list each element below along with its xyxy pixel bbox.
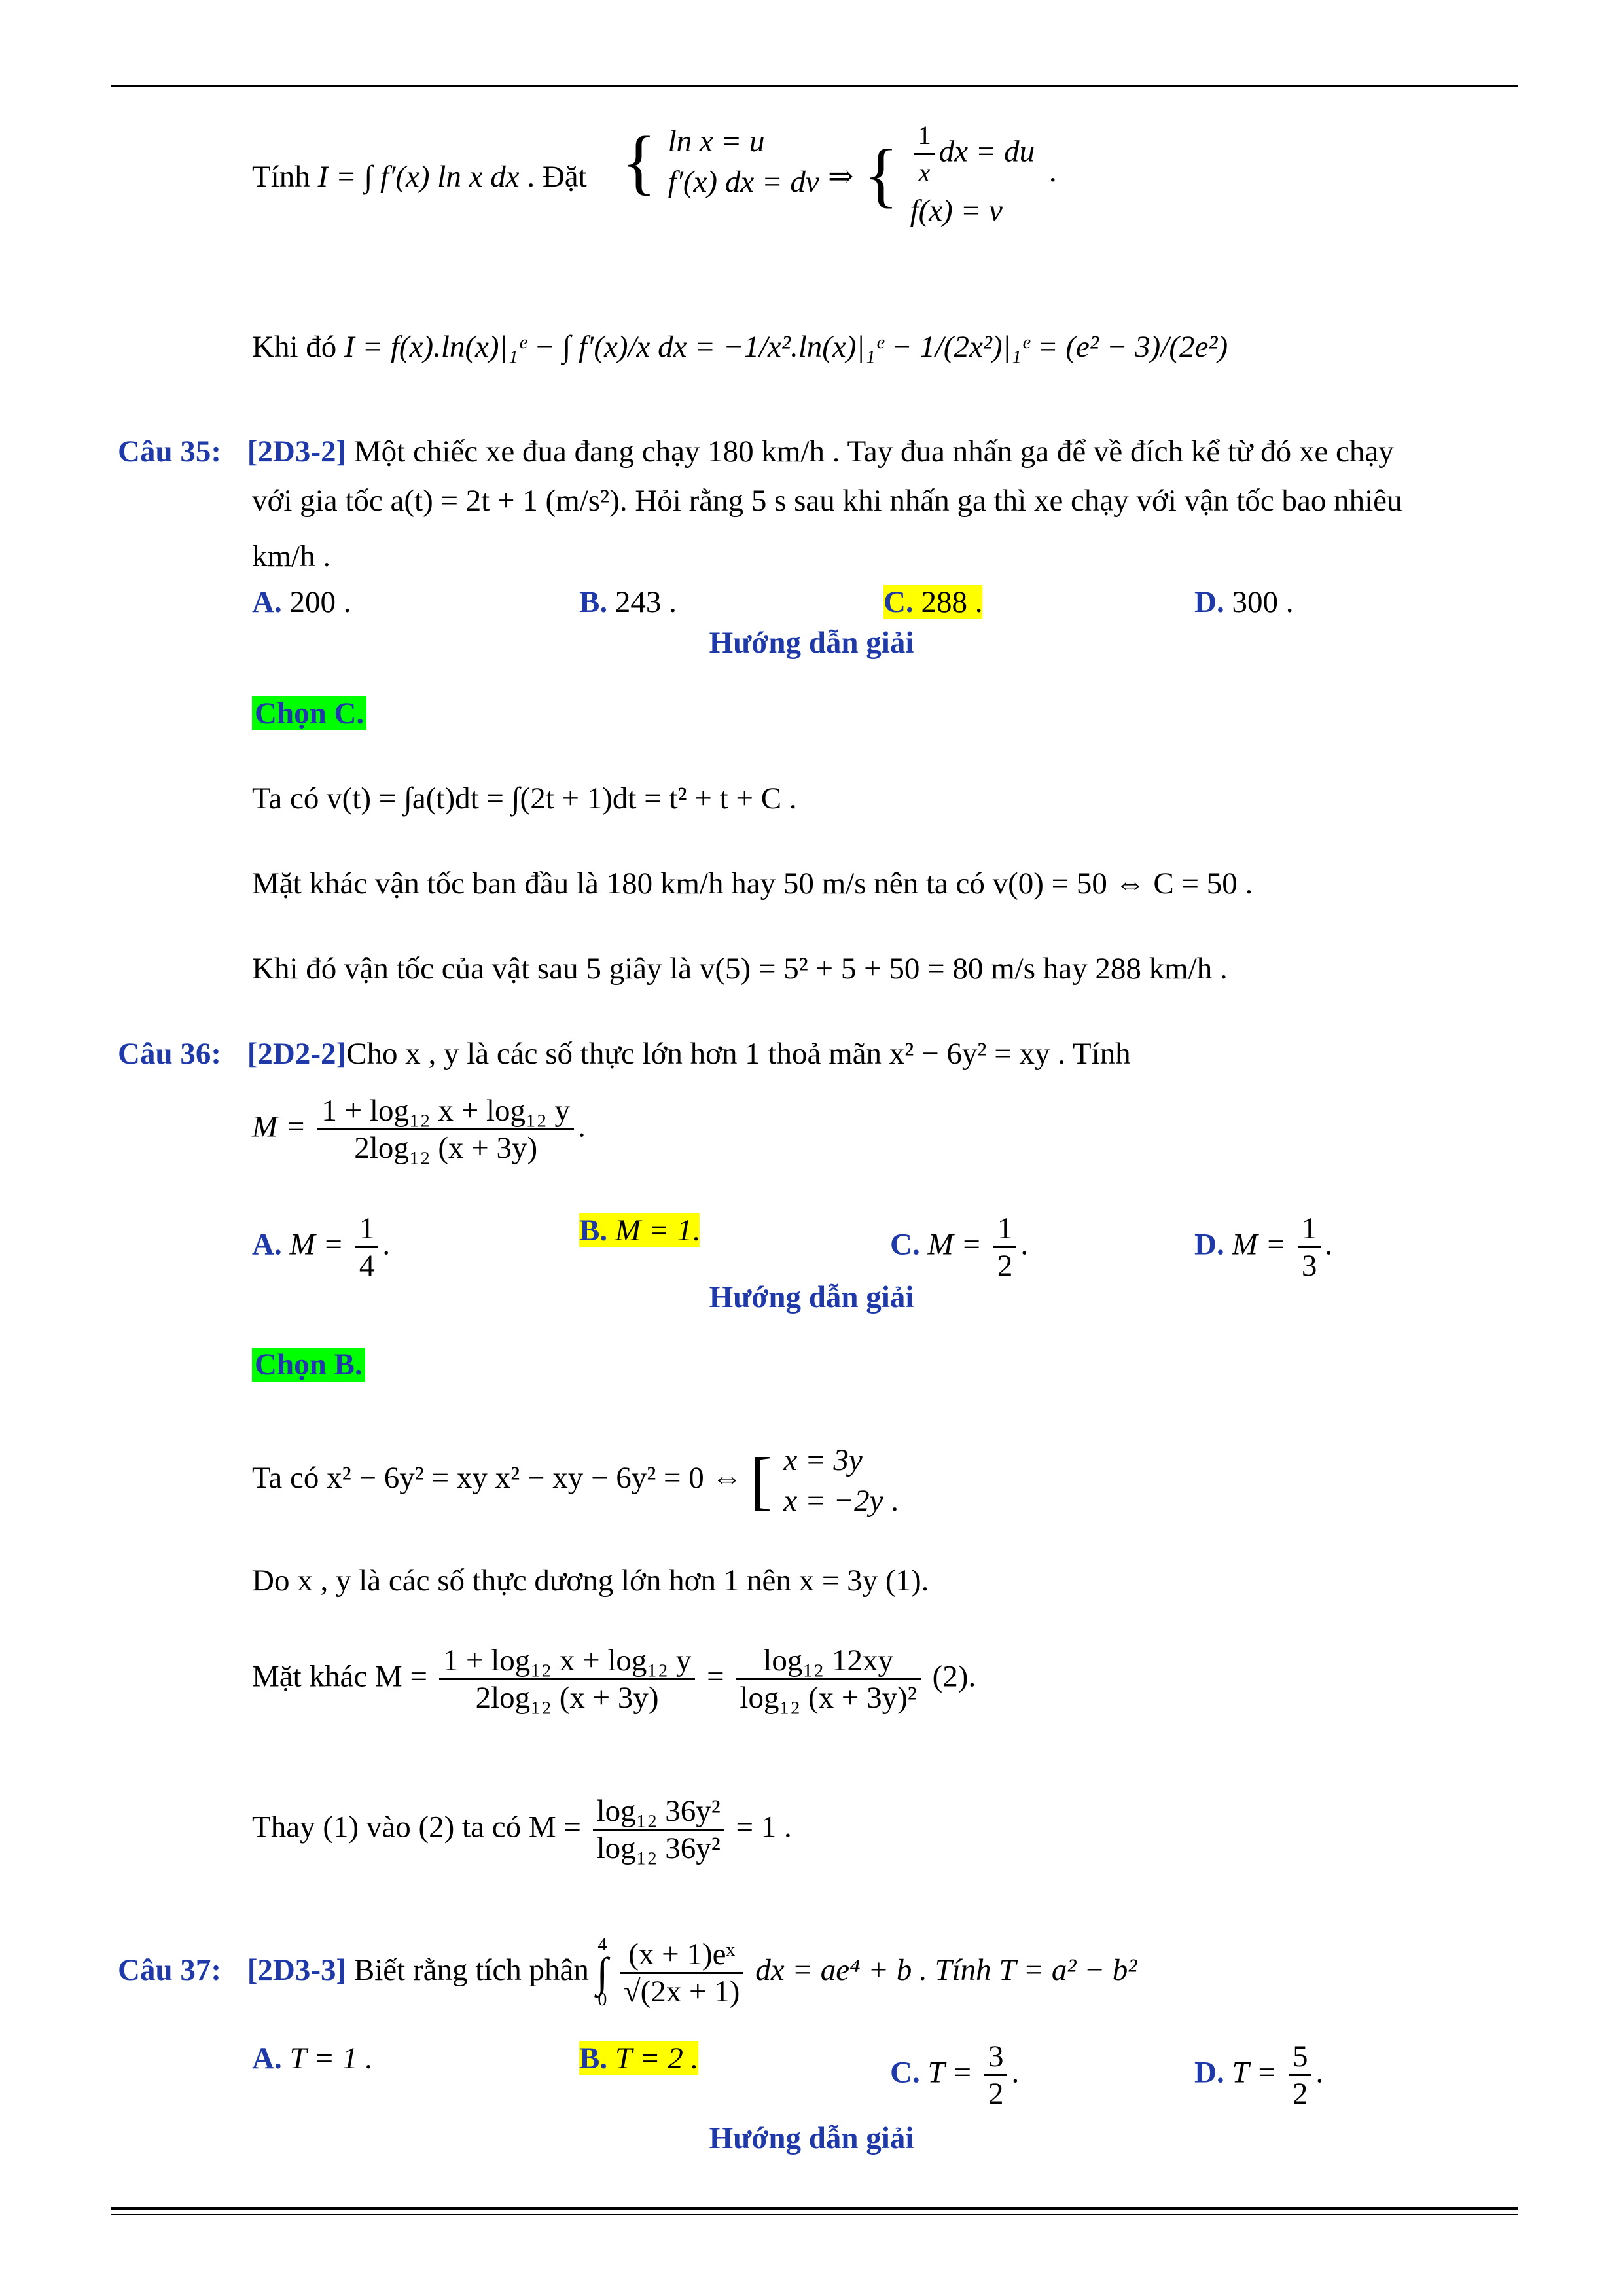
q37-text-suffix: dx = ae⁴ + b . Tính T = a² − b² (755, 1952, 1137, 1987)
q36-option-b[interactable] (579, 1211, 700, 1250)
case-2: x = −2y (783, 1484, 883, 1518)
option-lhs: T = (1232, 2055, 1277, 2090)
integral-bounds (597, 1934, 609, 2011)
option-value: M = 1 (615, 1213, 692, 1247)
m-lhs: M = (252, 1109, 306, 1144)
intro-line-2 (252, 327, 1228, 367)
q36-sol-3: Mặt khác M = $\frac{\text{1 + log₁₂ x + log₁₂ y}}{\text{2log₁₂ (x + 3y)}}$ = $\frac{\text{log₁₂ 12xy}}{\text{log₁₂ (x + 3y)²}}$ (2). (252, 1643, 976, 1715)
q36-cases: x = 3y x = −2y . (783, 1443, 899, 1518)
option-lhs: T = (927, 2055, 973, 2090)
system-2-eq-a: dx = du (938, 134, 1035, 169)
frac-den: 2 (997, 1249, 1013, 1283)
frac-den: log₁₂ (x + 3y)² (740, 1681, 917, 1715)
q35-solution-1: Ta có v(t) = ∫a(t)dt = ∫(2t + 1)dt = t² + t + C . (252, 781, 797, 816)
system-1-eq-b: f′(x) dx = dv (668, 165, 819, 199)
q35-option-c[interactable] (883, 583, 982, 622)
intro2-formula: I = f(x).ln(x)|₁ᵉ − ∫ f′(x)/x dx = −1/x².ln(x)|₁ᵉ − 1/(2x²)|₁ᵉ = (e² − 3)/(2e²) (344, 330, 1228, 364)
q35-text-2: với gia tốc a(t) = 2t + 1 (m/s²). Hỏi rằng 5 s sau khi nhấn ga thì xe chạy với vận tốc bao nhiêu (252, 484, 1402, 518)
frac-num: log₁₂ 36y² (593, 1793, 724, 1831)
q36-answer (252, 1345, 365, 1384)
frac-den: 2 (988, 2077, 1004, 2111)
q36-solution-4-prefix: Thay (1) vào (2) ta có M = (252, 1810, 581, 1844)
frac-den: 2log₁₂ (x + 3y) (475, 1681, 659, 1715)
integral-sign-icon: ∫ (596, 1949, 609, 1996)
intro-mid: . Đặt (527, 160, 587, 194)
q36-solution-3-prefix: Mặt khác M = (252, 1659, 427, 1694)
frac-num: log₁₂ 12xy (736, 1643, 920, 1680)
footer-rule-thin (111, 2214, 1518, 2215)
q35-text-3: km/h . (252, 539, 331, 573)
frac-num: 1 + log₁₂ x + log₁₂ y (439, 1643, 696, 1680)
q35-option-a[interactable] (252, 583, 351, 622)
option-label: C. (890, 2055, 920, 2090)
frac-den: log₁₂ 36y² (596, 1831, 721, 1865)
q36-sol-4 (252, 1793, 792, 1866)
frac-num: 1 (993, 1211, 1017, 1248)
one-over-x (914, 118, 935, 190)
option-label: B. (579, 585, 608, 619)
q35-sol-2 (252, 864, 1253, 903)
intro2-prefix: Khi đó (252, 330, 337, 364)
system-1-eq-a: ln x = u (668, 124, 765, 158)
option-label: B. (579, 2041, 608, 2075)
q36-guide-heading: Hướng dẫn giải (709, 1280, 914, 1314)
option-label: B. (579, 1213, 608, 1247)
q36-sol-1 (252, 1440, 899, 1521)
frac-num: 5 (1289, 2039, 1312, 2076)
implies-arrow-icon: ⇒ (828, 160, 854, 194)
frac-den: 4 (359, 1249, 375, 1283)
header-rule (111, 85, 1518, 87)
q36-option-a[interactable]: A. M = $\frac{1}{4}$ . (252, 1211, 391, 1283)
option-label: D. (1194, 1227, 1224, 1262)
frac-den: x (918, 158, 931, 187)
option-value: T = 1 . (289, 2041, 373, 2075)
frac-num: 1 + log₁₂ x + log₁₂ y (317, 1093, 574, 1130)
q35-guide-heading: Hướng dẫn giải (709, 626, 914, 660)
q35-solution-3: Khi đó vận tốc của vật sau 5 giây là v(5) = 5² + 5 + 50 = 80 m/s hay 288 km/h . (252, 952, 1228, 986)
q37-option-d[interactable]: D. T = $\frac{5}{2}$ . (1194, 2039, 1324, 2111)
period: . (578, 1109, 586, 1144)
frac-num: 1 (355, 1211, 379, 1248)
period: . (1048, 154, 1057, 189)
q35-solution-2: Mặt khác vận tốc ban đầu là 180 km/h hay 50 m/s nên ta có v(0) = 50 ⇔ C = 50 . (252, 867, 1253, 901)
system-1 (668, 121, 819, 202)
m-fraction (317, 1093, 574, 1166)
frac-den: 2 (1292, 2077, 1308, 2111)
q36-text-1: Cho x , y là các số thực lớn hơn 1 thoả mãn x² − 6y² = xy . Tính (346, 1037, 1131, 1071)
q35-sol-1 (252, 779, 797, 818)
option-label: C. (883, 585, 914, 619)
q35-line-1 (118, 432, 1394, 471)
q37-integrand (620, 1937, 744, 2009)
q37-line-1 (118, 1934, 1137, 2011)
correct-answer-highlight (579, 2041, 698, 2075)
q36-solution-4-suffix: = 1 . (736, 1810, 792, 1844)
q36-solution-1: Ta có x² − 6y² = xy x² − xy − 6y² = 0 ⇔ (252, 1460, 743, 1495)
correct-answer-highlight (883, 585, 982, 619)
answer-badge: Chọn B. (252, 1348, 365, 1382)
system-2 (910, 118, 1035, 231)
q36-option-c[interactable]: C. M = $\frac{1}{2}$ . (890, 1211, 1029, 1283)
q36-tag: [2D2-2] (247, 1037, 347, 1071)
left-brace-icon: { (864, 134, 899, 215)
q37-tag: [2D3-3] (247, 1952, 347, 1987)
option-value: 200 . (289, 585, 351, 619)
q37-option-c[interactable]: C. T = $\frac{3}{2}$ . (890, 2039, 1020, 2111)
q35-option-b[interactable] (579, 583, 677, 622)
frac-num: (x + 1)eˣ (620, 1937, 744, 1974)
option-label: D. (1194, 585, 1224, 619)
frac-num: 1 (914, 118, 935, 155)
sol3-fraction-1 (439, 1643, 696, 1715)
system-2-eq-b: f(x) = v (910, 194, 1003, 228)
q37-option-a[interactable] (252, 2039, 373, 2078)
intro-arrow (828, 157, 853, 196)
option-label: A. (252, 1227, 282, 1262)
q35-tag: [2D3-2] (247, 435, 347, 469)
option-lhs: M = (1232, 1227, 1287, 1262)
sol4-fraction (593, 1793, 724, 1866)
q36-line-1 (118, 1034, 1131, 1073)
option-fraction (1289, 2039, 1312, 2111)
q36-option-d[interactable]: D. M = $\frac{1}{3}$ . (1194, 1211, 1333, 1283)
q36-formula-m (252, 1093, 586, 1166)
option-fraction (1298, 1211, 1321, 1283)
correct-answer-highlight: B. M = 1. (579, 1213, 700, 1247)
q36-solution-2: Do x , y là các số thực dương lớn hơn 1 nên x = 3y (1). (252, 1564, 929, 1598)
q35-line-3 (252, 537, 330, 576)
option-fraction (993, 1211, 1017, 1283)
q37-guide-heading: Hướng dẫn giải (709, 2121, 914, 2155)
q35-option-d[interactable] (1194, 583, 1293, 622)
option-label: A. (252, 2041, 282, 2075)
q37-text-prefix: Biết rằng tích phân (353, 1952, 589, 1987)
option-fraction (355, 1211, 379, 1283)
intro-integral: I = ∫ f′(x) ln x dx (317, 160, 520, 194)
frac-num: 1 (1298, 1211, 1321, 1248)
q36-sol-2 (252, 1561, 929, 1600)
q35-answer (252, 694, 366, 733)
q35-sol-3 (252, 949, 1228, 988)
q35-line-2 (252, 481, 1402, 520)
intro-system-2 (864, 118, 1057, 231)
intro-prefix: Tính (252, 160, 310, 194)
q35-text-1: Một chiếc xe đua đang chạy 180 km/h . Tay đua nhấn ga để về đích kể từ đó xe chạy (353, 435, 1394, 469)
frac-den: 3 (1301, 1249, 1317, 1283)
frac-den: √(2x + 1) (623, 1974, 740, 2009)
q37-option-b[interactable] (579, 2039, 698, 2078)
option-lhs: M = (289, 1227, 344, 1262)
option-label: C. (890, 1227, 920, 1262)
frac-den: 2log₁₂ (x + 3y) (354, 1131, 538, 1165)
option-value: 300 . (1232, 585, 1294, 619)
footer-rule-thick (111, 2207, 1518, 2210)
answer-badge: Chọn C. (252, 696, 366, 730)
left-brace-icon: { (622, 122, 656, 202)
option-fraction (984, 2039, 1008, 2111)
intro-system-1 (622, 121, 819, 202)
option-value: 288 . (921, 585, 983, 619)
option-value: T = 2 . (615, 2041, 699, 2075)
q36-label: Câu 36: (118, 1037, 221, 1071)
q35-label: Câu 35: (118, 435, 221, 469)
int-upper: 4 (597, 1935, 607, 1955)
sol3-fraction-2 (736, 1643, 920, 1715)
int-lower: 0 (597, 1990, 607, 2010)
option-lhs: M = (927, 1227, 982, 1262)
left-bracket-icon: [ (750, 1444, 772, 1516)
option-label: A. (252, 585, 282, 619)
frac-num: 3 (984, 2039, 1008, 2076)
q37-label: Câu 37: (118, 1952, 221, 1987)
q36-solution-3-suffix: (2). (932, 1659, 976, 1694)
case-1: x = 3y (783, 1443, 863, 1477)
option-value: 243 . (615, 585, 677, 619)
intro-line-1 (252, 157, 587, 196)
option-label: D. (1194, 2055, 1224, 2090)
